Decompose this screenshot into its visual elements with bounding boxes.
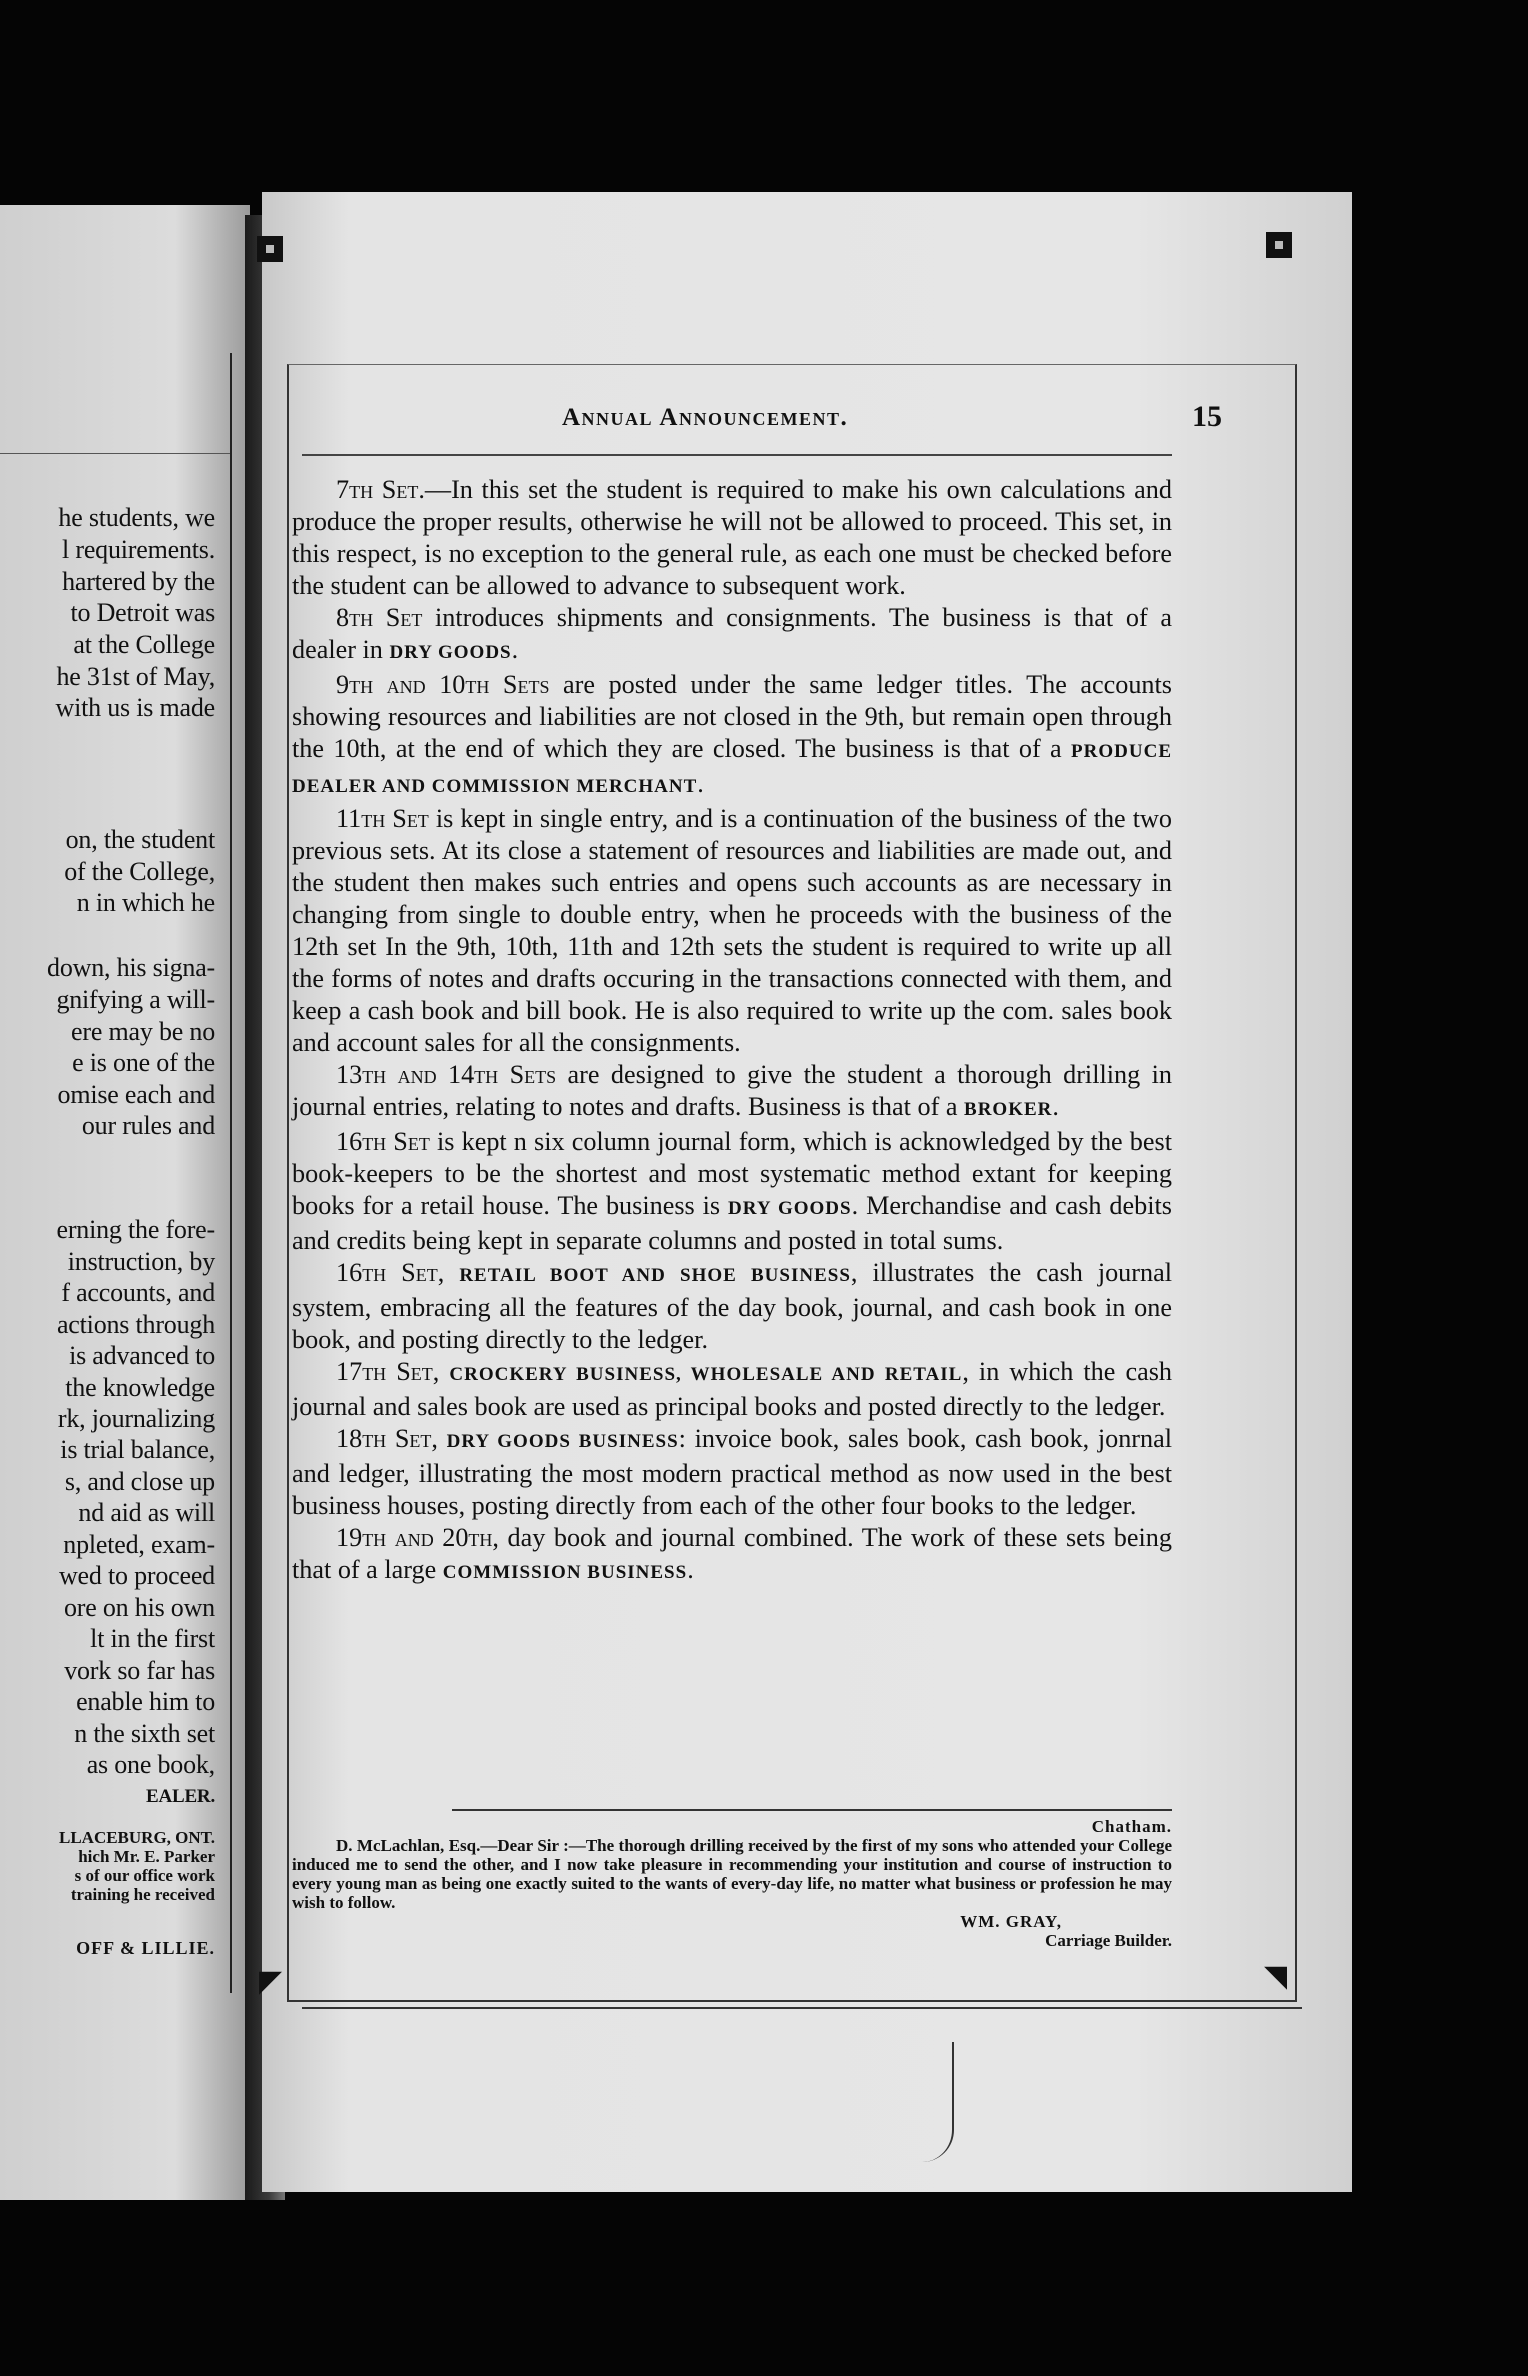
set-label: 18th Set,	[336, 1424, 438, 1453]
left-page-line: l requirements.	[62, 535, 215, 564]
testimonial	[292, 1817, 1172, 1950]
left-page-line: of the College,	[64, 857, 215, 886]
set-paragraph	[292, 1126, 1172, 1257]
left-page-line: lt in the first	[90, 1624, 215, 1653]
set-paragraph	[292, 1423, 1172, 1522]
left-page-line: instruction, by	[67, 1247, 215, 1276]
set-label: 8th Set	[336, 603, 423, 632]
set-text: are designed to give the student a thorough drilling in journal entries, relating to notes and drafts. Business is that of a	[292, 1060, 1172, 1121]
left-page-line: ere may be no	[71, 1017, 215, 1046]
left-page-line: actions through	[56, 1310, 215, 1339]
running-header	[262, 400, 1352, 444]
set-label: 17th Set,	[336, 1357, 440, 1386]
set-paragraph	[292, 669, 1172, 803]
left-page-line: he 31st of May,	[56, 662, 215, 691]
testimonial-salutation: D. McLachlan, Esq.—Dear Sir :—	[336, 1836, 586, 1855]
left-page-line: hartered by the	[62, 567, 215, 596]
left-page-line: s, and close up	[64, 1467, 215, 1496]
left-page-line: nd aid as will	[78, 1498, 215, 1527]
left-page-line: the knowledge	[65, 1373, 215, 1402]
left-page-note-line: hich Mr. E. Parker	[78, 1847, 215, 1866]
left-page-line: erning the fore-	[56, 1215, 215, 1244]
set-text-after: .	[1052, 1092, 1059, 1121]
set-text	[438, 1424, 447, 1453]
left-page-line: is trial balance,	[60, 1435, 215, 1464]
set-text-after: : invoice book, sales book, cash book, jonrnal and ledger, illustrating the most modern practical method as now used in the best business houses, posting directly from each of the other four books to the ledger.	[292, 1424, 1173, 1520]
left-page-line: vork so far has	[64, 1656, 215, 1685]
left-page-signature: OFF & LILLIE.	[76, 1938, 215, 1958]
left-page-line: omise each and	[57, 1080, 215, 1109]
set-label: 19th and 20th,	[336, 1523, 499, 1552]
set-text-after: . Merchandise and cash debits and credits being kept in separate columns and posted in total sums.	[292, 1191, 1172, 1255]
left-page	[0, 205, 250, 2200]
left-page-line: rk, journalizing	[57, 1404, 215, 1433]
set-text	[439, 1357, 449, 1386]
left-page-line: down, his signa-	[47, 953, 215, 982]
testimonial-trade: Carriage Builder.	[1045, 1931, 1172, 1950]
left-page-line: to Detroit was	[70, 598, 215, 627]
corner-ornament-top-right	[1266, 232, 1292, 258]
set-business-caps: PRODUCE DEALER AND COMMISSION MERCHANT	[292, 741, 1172, 797]
set-text	[444, 1258, 459, 1287]
header-rule	[302, 454, 1172, 456]
set-paragraph	[292, 1522, 1172, 1589]
left-page-line: with us is made	[55, 693, 215, 722]
set-paragraph	[292, 1059, 1172, 1126]
testimonial-rule	[452, 1809, 1172, 1811]
testimonial-body: The thorough drilling received by the first of my sons who attended your College induced me to send the other, and I now take pleasure in recommending your institution and course of instruction to every young man as being one exactly suited to the wants of every-day life, no matter what business or profession he may wish to follow.	[292, 1836, 1172, 1912]
set-text-after: .	[697, 769, 704, 798]
set-text: are posted under the same ledger titles. The accounts showing resources and liabilities are not closed in the 9th, but remain open through the 10th, at the end of which they are closed. The business is that of a	[292, 670, 1172, 763]
left-page-line: enable him to	[76, 1687, 215, 1716]
set-business-caps: BROKER	[964, 1099, 1053, 1120]
set-business-caps: DRY GOODS	[728, 1198, 852, 1219]
set-text-after: , in which the cash journal and sales book are used as principal books and posted directly to the ledger.	[292, 1357, 1172, 1421]
set-text: is kept in single entry, and is a continuation of the business of the two previous sets. At its close a statement of resources and liabilities are made out, and the student then makes such entries and opens such accounts as are necessary in changing from single to double entry, when he proceeds with the business of the 12th set In the 9th, 10th, 11th and 12th sets the student is required to write up all the forms of notes and drafts occuring in the transactions connected with them, and keep a cash book and bill book. He is also required to write up the com. sales book and account sales for all the consignments.	[292, 804, 1173, 1057]
page-number: 15	[1192, 400, 1222, 433]
corner-ornament-top-left	[257, 236, 283, 262]
set-business-caps: DRY GOODS	[389, 642, 512, 663]
testimonial-signature: WM. GRAY,	[960, 1912, 1062, 1931]
right-page	[259, 192, 1352, 2192]
left-page-line: ore on his own	[63, 1593, 215, 1622]
set-text: —In this set the student is required to make his own calculations and produce the proper results, otherwise he will not be allowed to proceed. This set, in this respect, is no exception to the general rule, as each one must be checked before the student can be allowed to advance to subsequent work.	[292, 475, 1172, 600]
left-page-line: is advanced to	[69, 1341, 215, 1370]
set-business-caps: COMMISSION BUSINESS	[442, 1562, 688, 1583]
left-page-note-line: LLACEBURG, ONT.	[58, 1828, 215, 1847]
running-header-title: Annual Announcement.	[562, 404, 849, 431]
left-page-line: gnifying a will-	[56, 985, 215, 1014]
set-text: introduces shipments and consignments. The business is that of a dealer in	[292, 603, 1172, 664]
set-text-after: .	[687, 1555, 694, 1584]
left-page-line: e is one of the	[72, 1048, 215, 1077]
left-page-line: at the College	[73, 630, 215, 659]
left-page-note-line: training he received	[70, 1885, 215, 1904]
set-paragraph	[292, 803, 1172, 1059]
set-label: 13th and 14th Sets	[336, 1060, 557, 1089]
set-business-caps: RETAIL BOOT AND SHOE BUSINESS	[459, 1265, 851, 1286]
left-page-note-line: s of our office work	[74, 1866, 215, 1885]
left-page-line: our rules and	[81, 1111, 215, 1140]
set-business-caps: CROCKERY BUSINESS, WHOLESALE AND RETAIL	[449, 1364, 963, 1385]
set-paragraph	[292, 602, 1172, 669]
set-label: 16th Set	[336, 1127, 430, 1156]
left-page-line: as one book,	[86, 1750, 215, 1779]
pen-mark	[922, 2042, 954, 2162]
left-page-line: n in which he	[76, 888, 215, 917]
set-text: is kept n six column journal form, which is acknowledged by the best book-keepers to be the shortest and most systematic method extant for keeping books for a retail house. The business is	[292, 1127, 1172, 1220]
set-text-after: .	[511, 635, 519, 664]
set-text-after: , illustrates the cash journal system, embracing all the features of the day book, journal, and cash book in one book, and posting directly to the ledger.	[292, 1258, 1172, 1354]
corner-ornament-bottom-left: ◤	[259, 1965, 283, 1998]
body-text	[292, 474, 1172, 1589]
corner-ornament-bottom-right: ◥	[1264, 1960, 1288, 1993]
left-page-line: he students, we	[58, 503, 215, 532]
left-page-line: f accounts, and	[61, 1278, 215, 1307]
left-page-line: npleted, exam-	[63, 1530, 215, 1559]
set-label: 11th Set	[336, 804, 429, 833]
testimonial-text	[292, 1836, 1172, 1912]
left-page-line: on, the student	[65, 825, 215, 854]
set-label: 16th Set,	[336, 1258, 445, 1287]
left-page-line: n the sixth set	[74, 1719, 215, 1748]
set-label: 7th Set.	[336, 475, 425, 504]
set-paragraph	[292, 474, 1172, 602]
left-page-rule	[0, 453, 230, 454]
set-text: day book and journal combined. The work of these sets being that of a large	[292, 1523, 1172, 1584]
set-paragraph	[292, 1257, 1172, 1356]
set-business-caps: DRY GOODS BUSINESS	[446, 1431, 679, 1452]
testimonial-place: Chatham.	[1091, 1817, 1172, 1836]
left-page-line: EALER.	[145, 1786, 215, 1807]
left-page-line: wed to proceed	[58, 1561, 215, 1590]
set-paragraph	[292, 1356, 1172, 1423]
bottom-rule	[302, 2007, 1302, 2009]
set-label: 9th and 10th Sets	[336, 670, 550, 699]
